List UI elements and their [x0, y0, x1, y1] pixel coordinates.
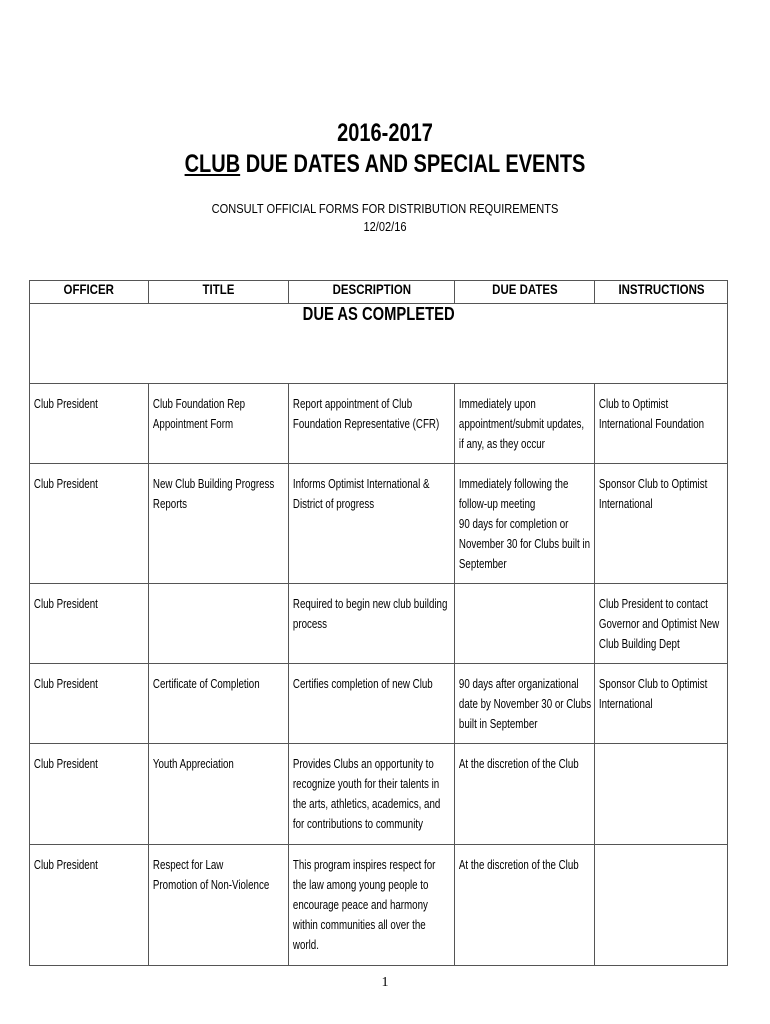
title-underlined-word: CLUB [184, 150, 241, 178]
cell-instructions [595, 845, 728, 966]
cell-officer [30, 384, 149, 464]
cell-officer [30, 584, 149, 664]
description-text: Required to begin new club building process [292, 597, 448, 631]
cell-title [149, 584, 289, 664]
instructions-text: Sponsor Club to Optimist International [598, 477, 708, 511]
column-header-description: DESCRIPTION [289, 281, 455, 304]
due-text: 90 days after organizational date by November 30 or Clubs built in September [458, 677, 592, 731]
title-text [149, 584, 290, 594]
column-header-officer: OFFICER [30, 281, 149, 304]
cell-instructions [595, 384, 728, 464]
table-row [30, 664, 728, 744]
description-text: Provides Clubs an opportunity to recognize youth for their talents in the arts, athletics, academics, and for contributions to community [292, 757, 441, 831]
cell-description [289, 664, 455, 744]
cell-officer [30, 845, 149, 966]
cell-officer [30, 464, 149, 584]
cell-instructions [595, 584, 728, 664]
officer-text: Club President [33, 597, 98, 611]
column-header-instructions: INSTRUCTIONS [595, 281, 728, 304]
table-row [30, 464, 728, 584]
section-row [30, 304, 728, 384]
table-row [30, 845, 728, 966]
column-header-title: TITLE [149, 281, 289, 304]
officer-text: Club President [33, 477, 98, 491]
cell-description [289, 845, 455, 966]
officer-text: Club President [33, 397, 98, 411]
description-text: Report appointment of Club Foundation Representative (CFR) [292, 397, 440, 431]
cell-due [455, 845, 595, 966]
cell-instructions [595, 744, 728, 845]
title-text: Youth Appreciation [152, 757, 234, 771]
section-cell [30, 304, 728, 384]
title-text: New Club Building Progress Reports [152, 477, 275, 511]
cell-officer [30, 664, 149, 744]
title-text: Certificate of Completion [152, 677, 260, 691]
due-text: At the discretion of the Club [458, 858, 579, 872]
table-row [30, 584, 728, 664]
officer-text: Club President [33, 858, 98, 872]
title-rest: DUE DATES AND SPECIAL EVENTS [240, 150, 586, 178]
cell-description [289, 464, 455, 584]
instructions-text: Club President to contact Governor and Optimist New Club Building Dept [598, 597, 720, 651]
cell-due [455, 384, 595, 464]
cell-due [455, 584, 595, 664]
due-text: Immediately upon appointment/submit updates, if any, as they occur [458, 397, 585, 451]
officer-text: Club President [33, 677, 98, 691]
due-text [455, 584, 596, 594]
due-text: Immediately following the follow-up meeting 90 days for completion or November 30 for Clubs built in September [458, 477, 591, 571]
year-heading: 2016-2017 [337, 119, 433, 147]
table-row [30, 384, 728, 464]
description-text: Informs Optimist International & District of progress [292, 477, 430, 511]
cell-title [149, 464, 289, 584]
cell-title [149, 664, 289, 744]
description-text: Certifies completion of new Club [292, 677, 433, 691]
revision-date: 12/02/16 [363, 219, 407, 234]
due-dates-table [29, 280, 728, 966]
column-header-due-dates: DUE DATES [455, 281, 595, 304]
title-text: Respect for Law Promotion of Non-Violence [152, 858, 270, 892]
page-number: 1 [381, 975, 389, 990]
cell-due [455, 464, 595, 584]
instructions-text: Sponsor Club to Optimist International [598, 677, 708, 711]
description-text: This program inspires respect for the law among young people to encourage peace and harmony within communities all over the world. [292, 858, 436, 952]
cell-title [149, 384, 289, 464]
cell-instructions [595, 464, 728, 584]
instructions-text: Club to Optimist International Foundation [598, 397, 705, 431]
column-header-row [30, 281, 728, 304]
cell-title [149, 744, 289, 845]
instructions-text [595, 744, 729, 754]
instructions-text [595, 845, 729, 855]
document-header [0, 118, 770, 236]
title-text: Club Foundation Rep Appointment Form [152, 397, 246, 431]
cell-description [289, 384, 455, 464]
due-text: At the discretion of the Club [458, 757, 579, 771]
section-title: DUE AS COMPLETED [302, 304, 455, 324]
page-title [77, 149, 693, 180]
cell-description [289, 744, 455, 845]
cell-due [455, 744, 595, 845]
cell-instructions [595, 664, 728, 744]
consult-notice: CONSULT OFFICIAL FORMS FOR DISTRIBUTION REQUIREMENTS [211, 201, 559, 216]
cell-officer [30, 744, 149, 845]
cell-due [455, 664, 595, 744]
cell-title [149, 845, 289, 966]
cell-description [289, 584, 455, 664]
officer-text: Club President [33, 757, 98, 771]
table-row [30, 744, 728, 845]
